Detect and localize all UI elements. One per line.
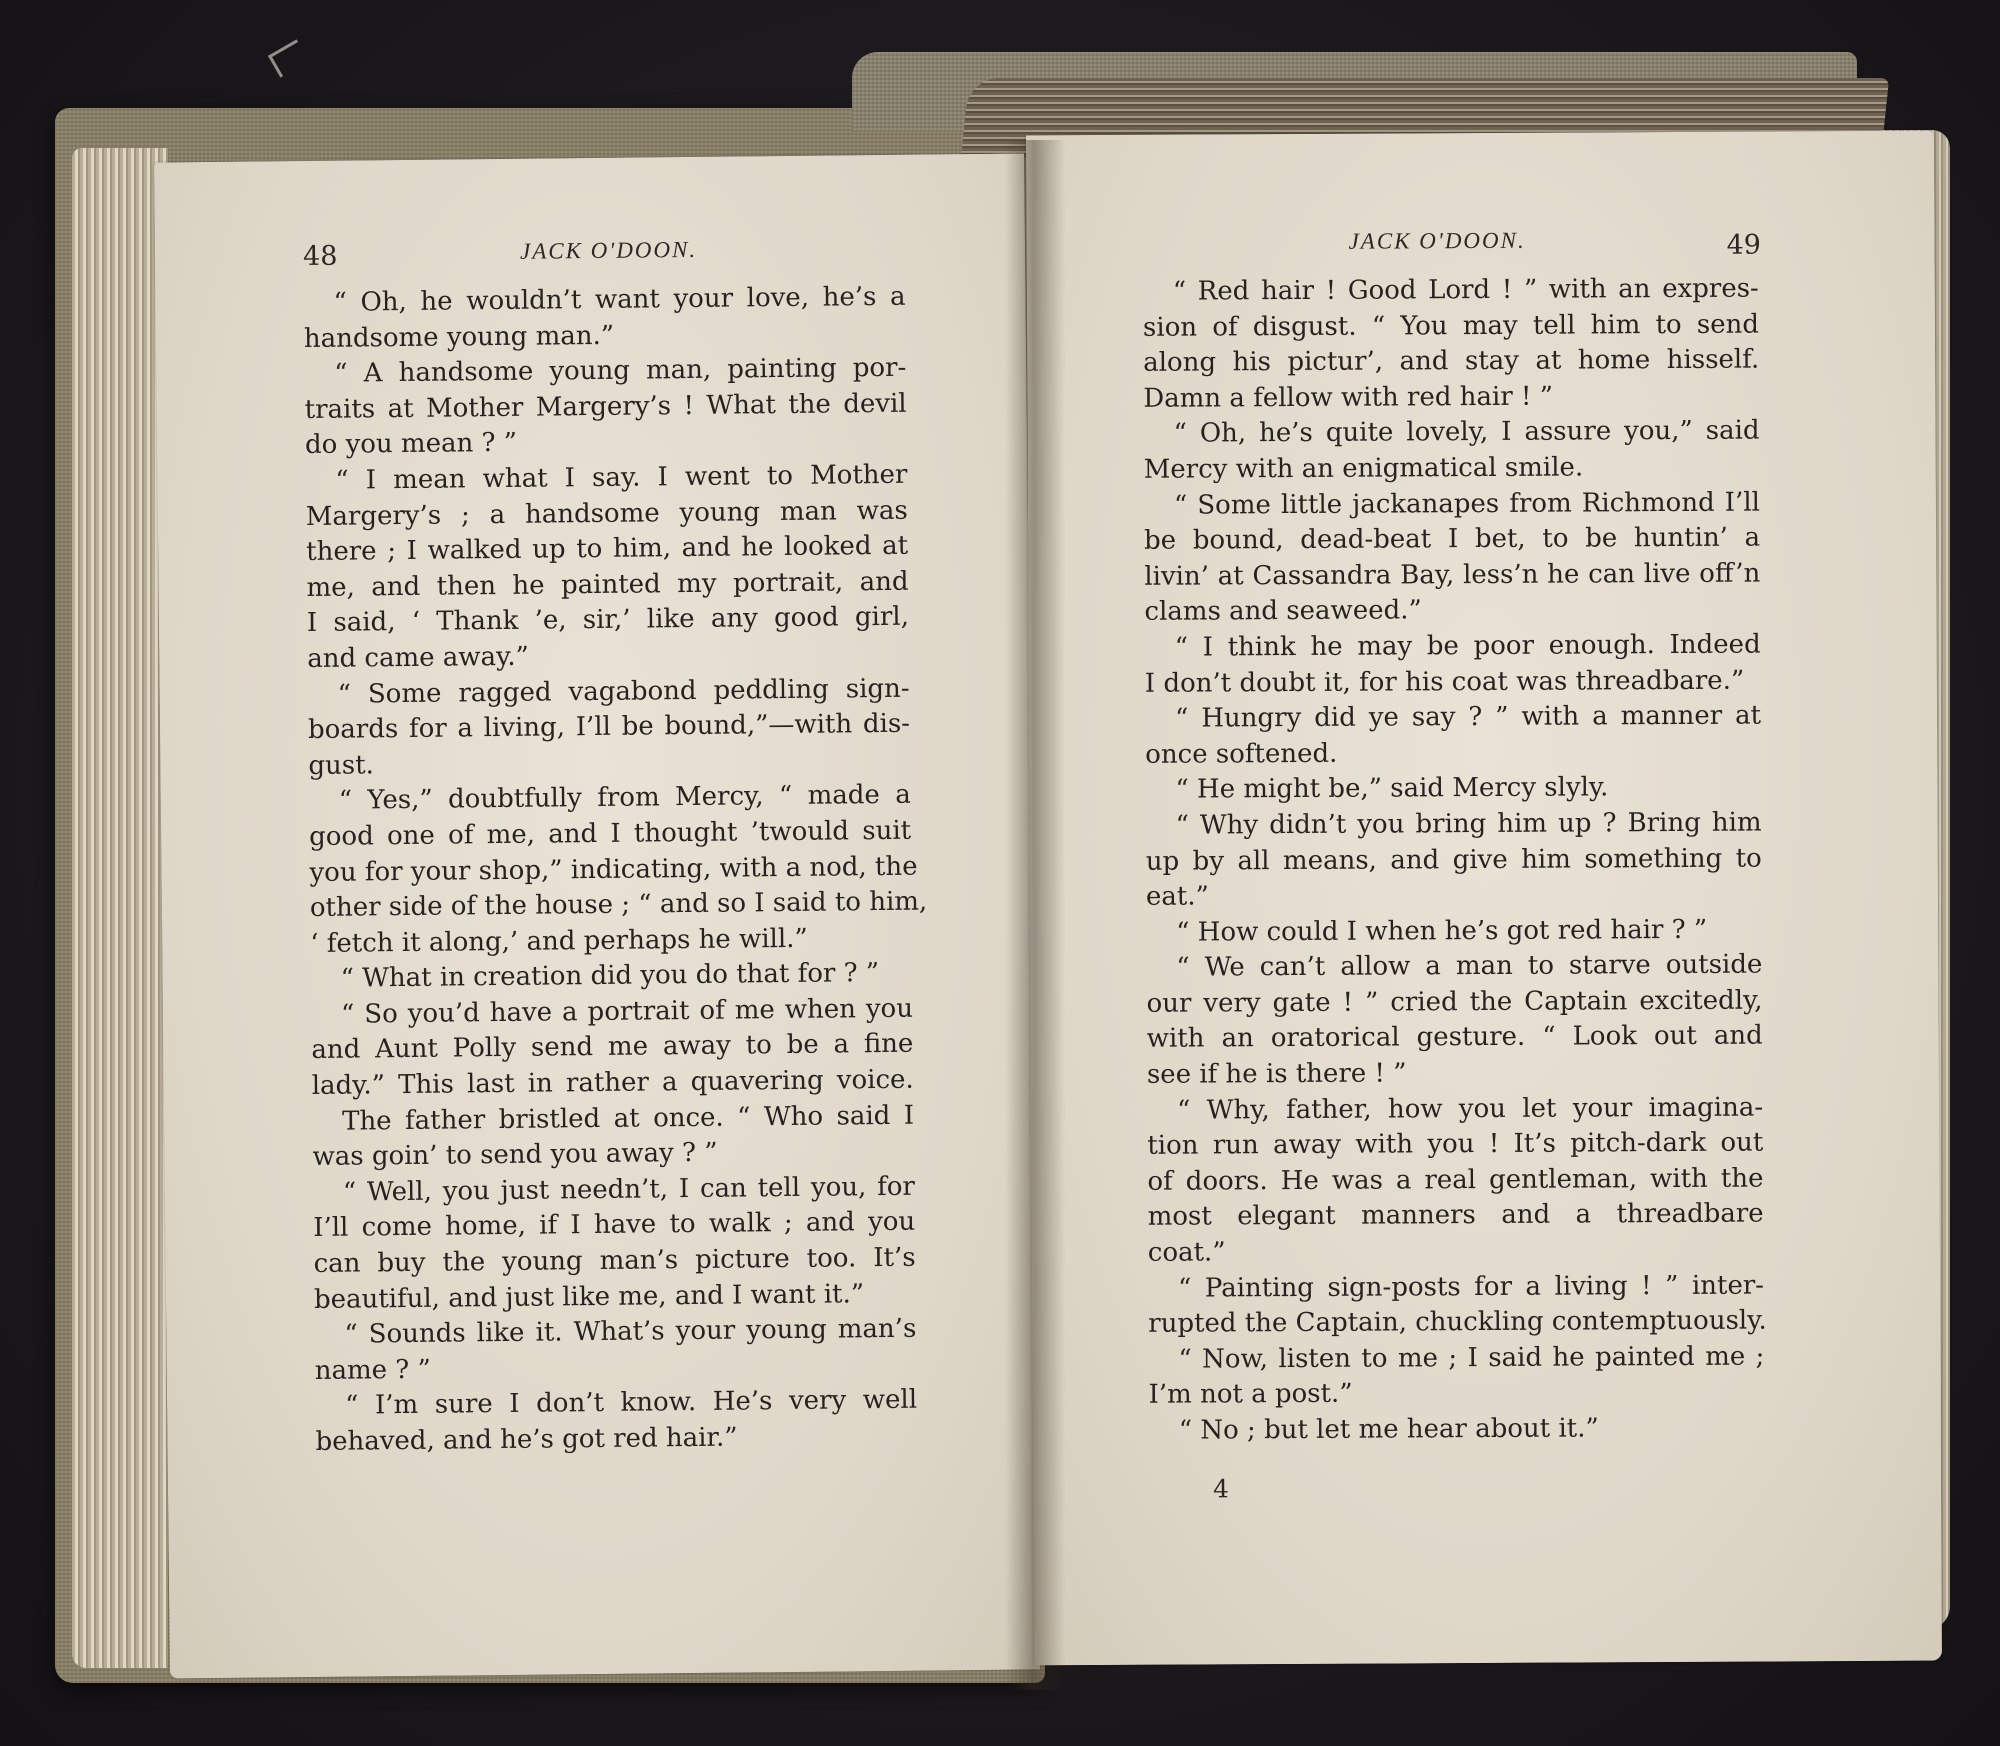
text-line: “ I’m sure I don’t know. He’s very well <box>344 1385 918 1422</box>
text-line: “ Oh, he’s quite lovely, I assure you,” said <box>1173 415 1760 449</box>
text-line: boards for a living, I’ll be bound,”—with dis- <box>307 708 911 746</box>
text-line: “ Some ragged vagabond peddling sign- <box>337 673 910 710</box>
text-line: traits at Mother Margery’s ! What the devil <box>304 388 907 425</box>
text-line: I’m not a post.” <box>1148 1379 1353 1411</box>
right-page-text <box>1143 272 1765 1450</box>
text-line: “ I mean what I say. I went to Mother <box>335 459 908 496</box>
text-line: “ Painting sign-posts for a living ! ” inter- <box>1177 1270 1765 1304</box>
text-line: Margery’s ; a handsome young man was <box>305 495 908 532</box>
text-line: “ He might be,” said Mercy slyly. <box>1175 772 1609 805</box>
text-line: can buy the young man’s picture too. It’s <box>313 1242 916 1280</box>
right-page <box>1026 131 1942 1666</box>
text-line: you for your shop,” indicating, with a nod, the <box>309 851 918 888</box>
text-line: beautiful, and just like me, and I want it.” <box>313 1278 865 1315</box>
text-line: sion of disgust. “ You may tell him to send <box>1142 309 1760 343</box>
text-line: name ? ” <box>314 1354 431 1386</box>
corner-mark <box>268 39 309 77</box>
left-running-head: JACK O'DOON. <box>519 236 698 264</box>
text-line: I don’t doubt it, for his coat was threadbare.” <box>1144 665 1745 699</box>
text-line: me, and then he painted my portrait, and <box>306 566 909 603</box>
text-line: once softened. <box>1145 738 1338 770</box>
text-line: “ So you’d have a portrait of me when you <box>340 993 914 1030</box>
text-line: gust. <box>308 750 375 781</box>
text-line: I said, ‘ Thank ’e, sir,’ like any good girl, <box>306 602 910 639</box>
page-edges-left <box>72 148 168 1668</box>
left-page-number: 48 <box>302 240 338 273</box>
right-running-head: JACK O'DOON. <box>1348 227 1526 254</box>
text-line: “ Some little jackanapes from Richmond I’ll <box>1173 487 1761 521</box>
text-line: other side of the house ; “ and so I said to him, <box>309 886 928 924</box>
text-line: with an oratorical gesture. “ Look out and <box>1146 1021 1763 1055</box>
text-line: do you mean ? ” <box>304 428 518 461</box>
text-line: was goin’ to send you away ? ” <box>312 1138 718 1173</box>
text-line: “ A handsome young man, painting por- <box>334 352 907 389</box>
text-line: “ We can’t allow a man to starve outside <box>1176 949 1763 983</box>
text-line: “ Hungry did ye say ? ” with a manner at <box>1174 700 1762 734</box>
text-line: lady.” This last in rather a quavering voice. <box>311 1064 914 1102</box>
signature-mark: 4 <box>1213 1474 1230 1504</box>
text-line: most elegant manners and a threadbare <box>1147 1198 1764 1233</box>
text-line: Damn a fellow with red hair ! ” <box>1143 381 1554 414</box>
text-line: “ No ; but let me hear about it.” <box>1178 1413 1599 1446</box>
text-line: “ How could I when he’s got red hair ? ” <box>1176 914 1708 948</box>
text-line: The father bristled at once. “ Who said I <box>341 1100 915 1137</box>
spine-gutter <box>1005 140 1065 1690</box>
text-line: along his pictur’, and stay at home hisself. <box>1143 344 1760 378</box>
text-line: ‘ fetch it along,’ and perhaps he will.” <box>310 923 808 959</box>
text-line: clams and seaweed.” <box>1144 595 1422 628</box>
text-line: there ; I walked up to him, and he looked at <box>306 530 909 568</box>
text-line: “ Yes,” doubtfully from Mercy, “ made a <box>338 780 911 817</box>
left-page-text <box>303 280 928 1461</box>
text-line: “ I think he may be poor enough. Indeed <box>1174 629 1761 663</box>
text-line: and Aunt Polly send me away to be a fine <box>311 1029 914 1066</box>
text-line: coat.” <box>1147 1237 1226 1268</box>
text-line: handsome young man.” <box>303 320 615 354</box>
text-line: I’ll come home, if I have to walk ; and you <box>313 1207 916 1244</box>
text-line: “ Well, you just needn’t, I can tell you, for <box>342 1171 916 1208</box>
text-line: “ Oh, he wouldn’t want your love, he’s a <box>333 281 906 318</box>
text-line: tion run away with you ! It’s pitch-dark out <box>1147 1127 1764 1162</box>
text-line: “ Why, father, how you let your imagina- <box>1177 1092 1764 1126</box>
text-line: “ Why didn’t you bring him up ? Bring him <box>1175 807 1762 841</box>
text-line: of doors. He was a real gentleman, with the <box>1147 1163 1764 1197</box>
text-line: up by all means, and give him something to <box>1145 843 1762 877</box>
text-line: “ Red hair ! Good Lord ! ” with an expres- <box>1172 273 1759 307</box>
text-line: good one of me, and I thought ’twould suit <box>308 815 912 852</box>
text-line: “ What in creation did you do that for ? ” <box>340 958 880 994</box>
text-line: and came away.” <box>307 641 530 674</box>
text-line: be bound, dead-beat I bet, to be huntin’ a <box>1144 522 1761 556</box>
text-line: eat.” <box>1145 881 1209 912</box>
text-line: “ Now, listen to me ; I said he painted me ; <box>1178 1341 1765 1375</box>
text-line: livin’ at Cassandra Bay, less’n he can live off’n <box>1144 558 1761 592</box>
text-line: behaved, and he’s got red hair.” <box>315 1422 738 1457</box>
text-line: rupted the Captain, chuckling contemptuously. <box>1148 1305 1767 1339</box>
text-line: our very gate ! ” cried the Captain excitedly, <box>1146 985 1763 1019</box>
text-line: “ Sounds like it. What’s your young man’s <box>344 1313 917 1350</box>
right-page-number: 49 <box>1726 229 1762 261</box>
text-line: Mercy with an enigmatical smile. <box>1143 452 1584 485</box>
left-page <box>154 153 1040 1678</box>
text-line: see if he is there ! ” <box>1146 1058 1407 1090</box>
